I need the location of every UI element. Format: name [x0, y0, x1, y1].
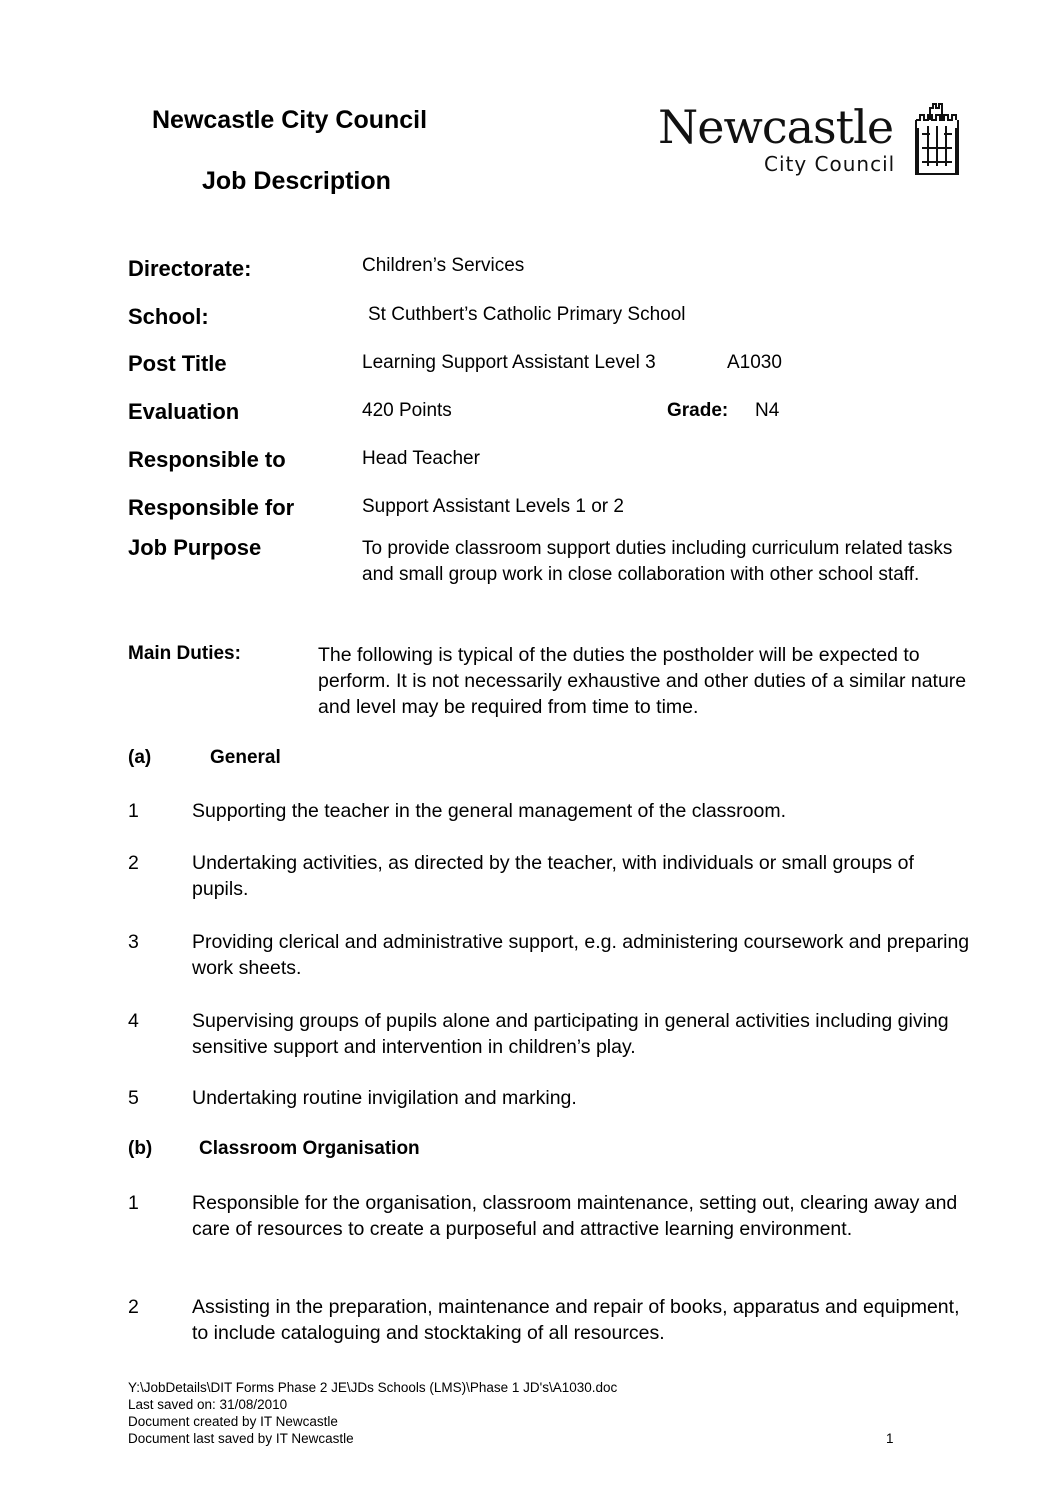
field-value-responsible-to: Head Teacher [362, 448, 480, 469]
logo-subtitle: City Council [764, 152, 896, 176]
field-value-school: St Cuthbert’s Catholic Primary School [368, 304, 686, 325]
page-number: 1 [886, 1431, 894, 1446]
post-code: A1030 [727, 352, 782, 373]
field-label-evaluation: Evaluation [128, 399, 240, 424]
footer-last-saved-by: Document last saved by IT Newcastle [128, 1431, 354, 1446]
duty-text: Undertaking routine invigilation and marking. [192, 1087, 577, 1109]
duty-number: 1 [128, 1192, 139, 1214]
field-value-post-title: Learning Support Assistant Level 3 [362, 352, 656, 373]
duty-number: 2 [128, 852, 139, 874]
logo-wordmark: Newcastle [658, 100, 894, 154]
main-duties-label: Main Duties: [128, 643, 241, 664]
castle-crest-icon [908, 100, 966, 178]
org-title: Newcastle City Council [152, 106, 428, 134]
duty-text: Supporting the teacher in the general management of the classroom. [192, 800, 787, 822]
main-duties-text: The following is typical of the duties the postholder will be expected to perform. It is not necessarily exhaustive and other duties of a similar nature and level may be required from time to time. [318, 644, 967, 718]
doc-title: Job Description [202, 167, 391, 195]
field-label-job-purpose: Job Purpose [128, 535, 262, 560]
section-a-title: General [210, 747, 281, 768]
field-value-evaluation: 420 Points [362, 400, 452, 421]
field-label-post-title: Post Title [128, 351, 227, 376]
duty-text: Supervising groups of pupils alone and participating in general activities including giving sensitive support and intervention in children’s play. [192, 1010, 949, 1058]
duty-number: 1 [128, 800, 139, 822]
duty-number: 5 [128, 1087, 139, 1109]
duty-text: Assisting in the preparation, maintenance and repair of books, apparatus and equipment, to include cataloguing and stocktaking of all resources. [192, 1296, 960, 1344]
grade-value: N4 [755, 400, 780, 421]
duty-number: 3 [128, 931, 139, 953]
field-value-directorate: Children’s Services [362, 255, 525, 276]
field-label-responsible-for: Responsible for [128, 495, 295, 520]
footer-created-by: Document created by IT Newcastle [128, 1414, 338, 1429]
section-b-title: Classroom Organisation [199, 1138, 420, 1159]
duty-text: Undertaking activities, as directed by the teacher, with individuals or small groups of pupils. [192, 852, 914, 900]
field-label-responsible-to: Responsible to [128, 447, 286, 472]
field-value-job-purpose: To provide classroom support duties including curriculum related tasks and small group work in close collaboration with other school staff. [362, 538, 953, 585]
section-a-marker: (a) [128, 747, 152, 768]
duty-text: Providing clerical and administrative support, e.g. administering coursework and preparing work sheets. [192, 931, 970, 979]
duty-number: 4 [128, 1010, 139, 1032]
council-logo [658, 100, 968, 180]
section-b-marker: (b) [128, 1138, 153, 1159]
duty-number: 2 [128, 1296, 139, 1318]
duty-text: Responsible for the organisation, classroom maintenance, setting out, clearing away and care of resources to create a purposeful and attractive learning environment. [192, 1192, 958, 1240]
footer-file-path: Y:\JobDetails\DIT Forms Phase 2 JE\JDs Schools (LMS)\Phase 1 JD's\A1030.doc [128, 1380, 618, 1395]
field-label-school: School: [128, 304, 209, 329]
field-label-directorate: Directorate: [128, 256, 252, 281]
field-value-responsible-for: Support Assistant Levels 1 or 2 [362, 496, 624, 517]
footer-last-saved: Last saved on: 31/08/2010 [128, 1397, 288, 1412]
grade-label: Grade: [667, 400, 729, 421]
